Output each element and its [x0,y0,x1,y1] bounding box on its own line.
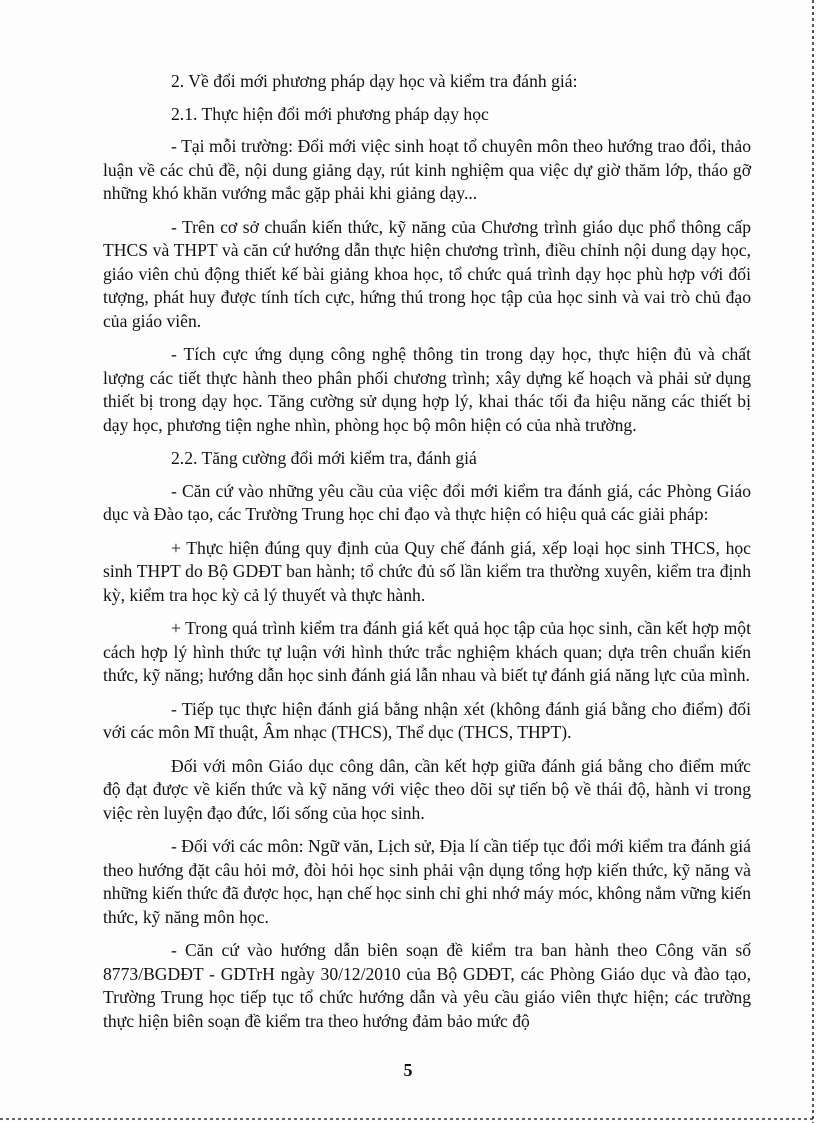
page-number: 5 [403,1060,413,1080]
paragraph-quy-che-danh-gia: + Thực hiện đúng quy định của Quy chế đánh giá, xếp loại học sinh THCS, học sinh THPT do Bộ GDĐT ban hành; tổ chức đủ số lần kiểm tra thường xuyên, kiểm tra định kỳ, kiểm tra học kỳ cả lý thuyết và thực hành. [103,537,751,605]
paragraph-cong-nghe-thong-tin: - Tích cực ứng dụng công nghệ thông tin trong dạy học, thực hiện đủ và chất lượng các tiết thực hành theo phân phối chương trình; xây dựng kế hoạch và phải sử dụng thiết bị trong dạy học. Tăng cường sử dụng hợp lý, khai thác tối đa hiệu năng các thiết bị dạy học, phương tiện nghe nhìn, phòng học bộ môn hiện có của nhà trường. [103,344,751,435]
paragraph-ngu-van-lich-su: - Đối với các môn: Ngữ văn, Lịch sử, Địa lí cần tiếp tục đổi mới kiểm tra đánh giá theo hướng đặt câu hỏi mở, đòi hỏi học sinh phải vận dụng tổng hợp kiến thức, kỹ năng và những kiến thức đã được học, hạn chế học sinh chỉ ghi nhớ máy móc, không nắm vững kiến thức, kỹ năng môn học. [103,836,751,927]
paragraph-danh-gia-nhan-xet: - Tiếp tục thực hiện đánh giá bằng nhận xét (không đánh giá bằng cho điểm) đối với các môn Mĩ thuật, Âm nhạc (THCS), Thể dục (THCS, THPT). [103,698,751,742]
paragraph-cong-van: - Căn cứ vào hướng dẫn biên soạn đề kiểm tra ban hành theo Công văn số 8773/BGDĐT - GDTrH ngày 30/12/2010 của Bộ GDĐT, các Phòng Giáo dục và đào tạo, Trường Trung học tiếp tục tổ chức hướng dẫn và yêu cầu giáo viên thực hiện; các trường thực hiện biên soạn đề kiểm tra theo hướng đảm bảo mức độ [103,940,751,1031]
heading-2: 2. Về đổi mới phương pháp dạy học và kiểm tra đánh giá: [171,71,578,91]
paragraph-can-cu-yeu-cau: - Căn cứ vào những yêu cầu của việc đổi mới kiểm tra đánh giá, các Phòng Giáo dục và Đào tạo, các Trường Trung học chỉ đạo và thực hiện có hiệu quả các giải pháp: [103,480,751,524]
heading-2-1: 2.1. Thực hiện đổi mới phương pháp dạy học [171,103,489,124]
paragraph-ket-hop-hinh-thuc: + Trong quá trình kiểm tra đánh giá kết quả học tập của học sinh, cần kết hợp một cách hợp lý hình thức tự luận với hình thức trắc nghiệm khách quan; dựa trên chuẩn kiến thức, kỹ năng; hướng dẫn học sinh đánh giá lẫn nhau và biết tự đánh giá năng lực của mình. [103,618,751,685]
scan-edge-bottom [0,1118,816,1120]
document-body [103,70,751,1043]
paragraph-giao-duc-cong-dan: Đối với môn Giáo dục công dân, cần kết hợp giữa đánh giá bằng cho điểm mức độ đạt được về kiến thức và kỹ năng với việc theo dõi sự tiến bộ về thái độ, hành vi trong việc rèn luyện đạo đức, lối sống của học sinh. [103,755,751,823]
paragraph-tai-moi-truong: - Tại mỗi trường: Đổi mới việc sinh hoạt tổ chuyên môn theo hướng trao đổi, thảo luận về các chủ đề, nội dung giảng dạy, rút kinh nghiệm qua việc dự giờ thăm lớp, tháo gỡ những khó khăn vướng mắc gặp phải khi giảng dạy... [103,136,751,203]
paragraph-chuan-kien-thuc: - Trên cơ sở chuẩn kiến thức, kỹ năng của Chương trình giáo dục phổ thông cấp THCS và THPT và căn cứ hướng dẫn thực hiện chương trình, điều chỉnh nội dung dạy học, giáo viên chủ động thiết kế bài giảng khoa học, tổ chức quá trình dạy học phù hợp với đối tượng, phát huy được tính tích cực, hứng thú trong học tập của học sinh và vai trò chủ đạo của giáo viên. [103,216,751,331]
heading-2-2: 2.2. Tăng cường đổi mới kiểm tra, đánh giá [171,448,477,468]
scan-edge-right [812,0,814,1123]
